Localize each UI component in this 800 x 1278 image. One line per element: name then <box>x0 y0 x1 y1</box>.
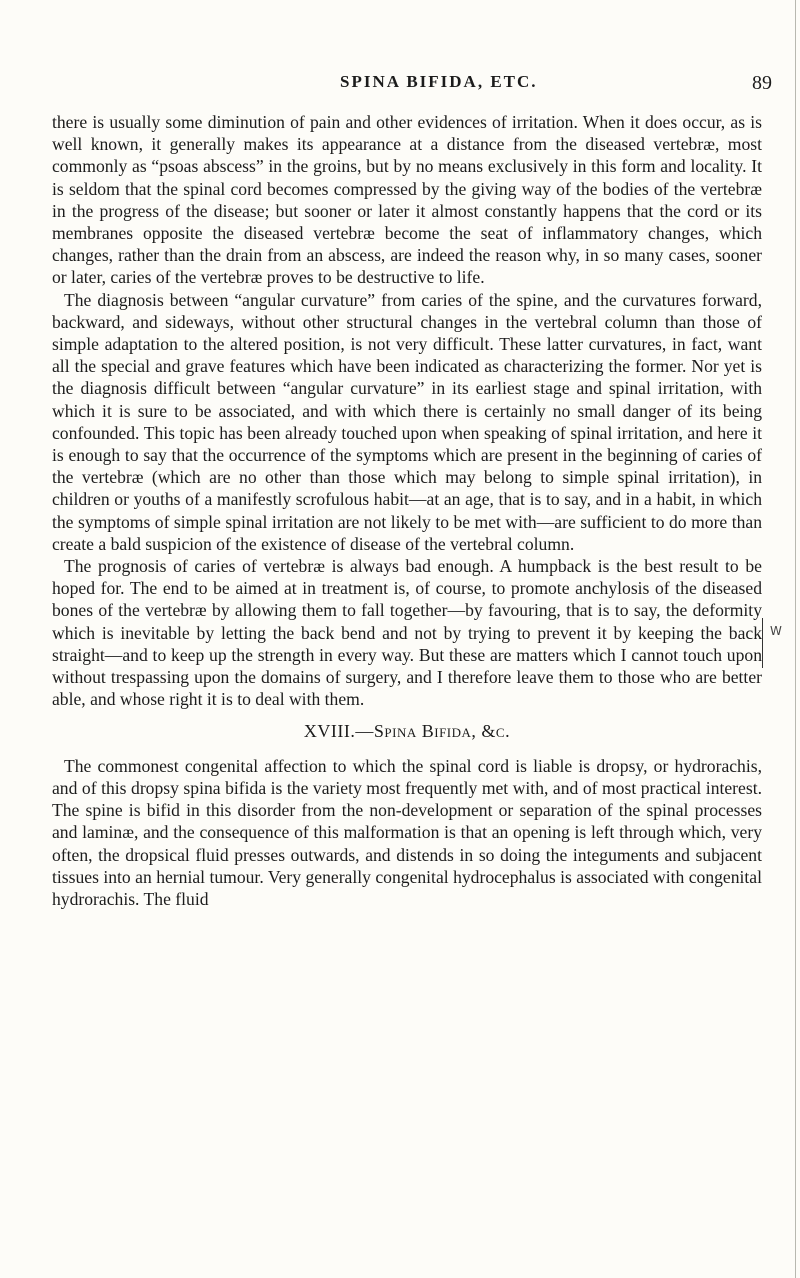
paragraph: The prognosis of caries of vertebræ is always bad enough. A humpback is the best result to be hoped for. The end to be aimed at in treatment is, of course, to promote anchylosis of the diseased bones of the vertebræ by allowing them to fall together—by favouring, that is to say, the deformity which is inevitable by letting the back bend and not by trying to prevent it by keeping the back straight—and to keep up the strength in every way. But these are matters which I cannot touch upon without trespassing upon the domains of surgery, and I therefore leave them to those who are better able, and whose right it is to deal with them. <box>52 556 762 710</box>
handwritten-margin-note: W <box>770 624 782 638</box>
running-head <box>0 72 800 96</box>
paragraph: there is usually some diminution of pain and other evidences of irritation. When it does occur, as is well known, it generally makes its appearance at a distance from the diseased vertebræ, most commonly as “psoas abscess” in the groins, but by no means exclusively in this form and locality. It is seldom that the spinal cord becomes compressed by the giving way of the bodies of the vertebræ in the progress of the disease; but sooner or later it almost constantly happens that the cord or its membranes opposite the diseased vertebræ become the seat of inflammatory changes, which changes, rather than the drain from an abscess, are indeed the reason why, in so many cases, sooner or later, caries of the vertebræ proves to be destructive to life. <box>52 112 762 288</box>
paragraph: The commonest congenital affection to which the spinal cord is liable is dropsy, or hydrorachis, and of this dropsy spina bifida is the variety most frequently met with, and of most practical interest. The spine is bifid in this disorder from the non-development or separation of the spinal processes and laminæ, and the consequence of this malformation is that an opening is left through which, very often, the dropsical fluid presses outwards, and distends in so doing the integuments and subjacent tissues into an hernial tumour. Very generally congenital hydrocephalus is associated with congenital hydrorachis. The fluid <box>52 755 762 909</box>
section-number: XVIII.— <box>303 721 374 742</box>
paragraph: The diagnosis between “angular curvature” from caries of the spine, and the curvatures forward, backward, and sideways, without other structural changes in the vertebral column than those of simple adaptation to the altered position, is not very difficult. These latter curvatures, in fact, want all the special and grave features which have been indicated as characterizing the former. Nor yet is the diagnosis difficult between “angular curvature” in its earliest stage and spinal irritation, with which it is sure to be associated, and with which there is certainly no small danger of its being confounded. This topic has been already touched upon when speaking of spinal irritation, and here it is enough to say that the occurrence of the symptoms which are present in the beginning of caries of the vertebræ (which are no other than those which may belong to simple spinal irritation), in children or youths of a manifestly scrofulous habit—at an age, that is to say, and in a habit, in which the symptoms of simple spinal irritation are not likely to be met with—are sufficient to do more than create a bald suspicion of the existence of disease of the vertebral column. <box>52 289 762 554</box>
running-title: SPINA BIFIDA, ETC. <box>340 72 538 91</box>
page-number: 89 <box>752 72 772 94</box>
section-title: Spina Bifida, &c. <box>373 721 511 742</box>
body-text <box>52 111 762 910</box>
section-heading <box>52 720 762 742</box>
